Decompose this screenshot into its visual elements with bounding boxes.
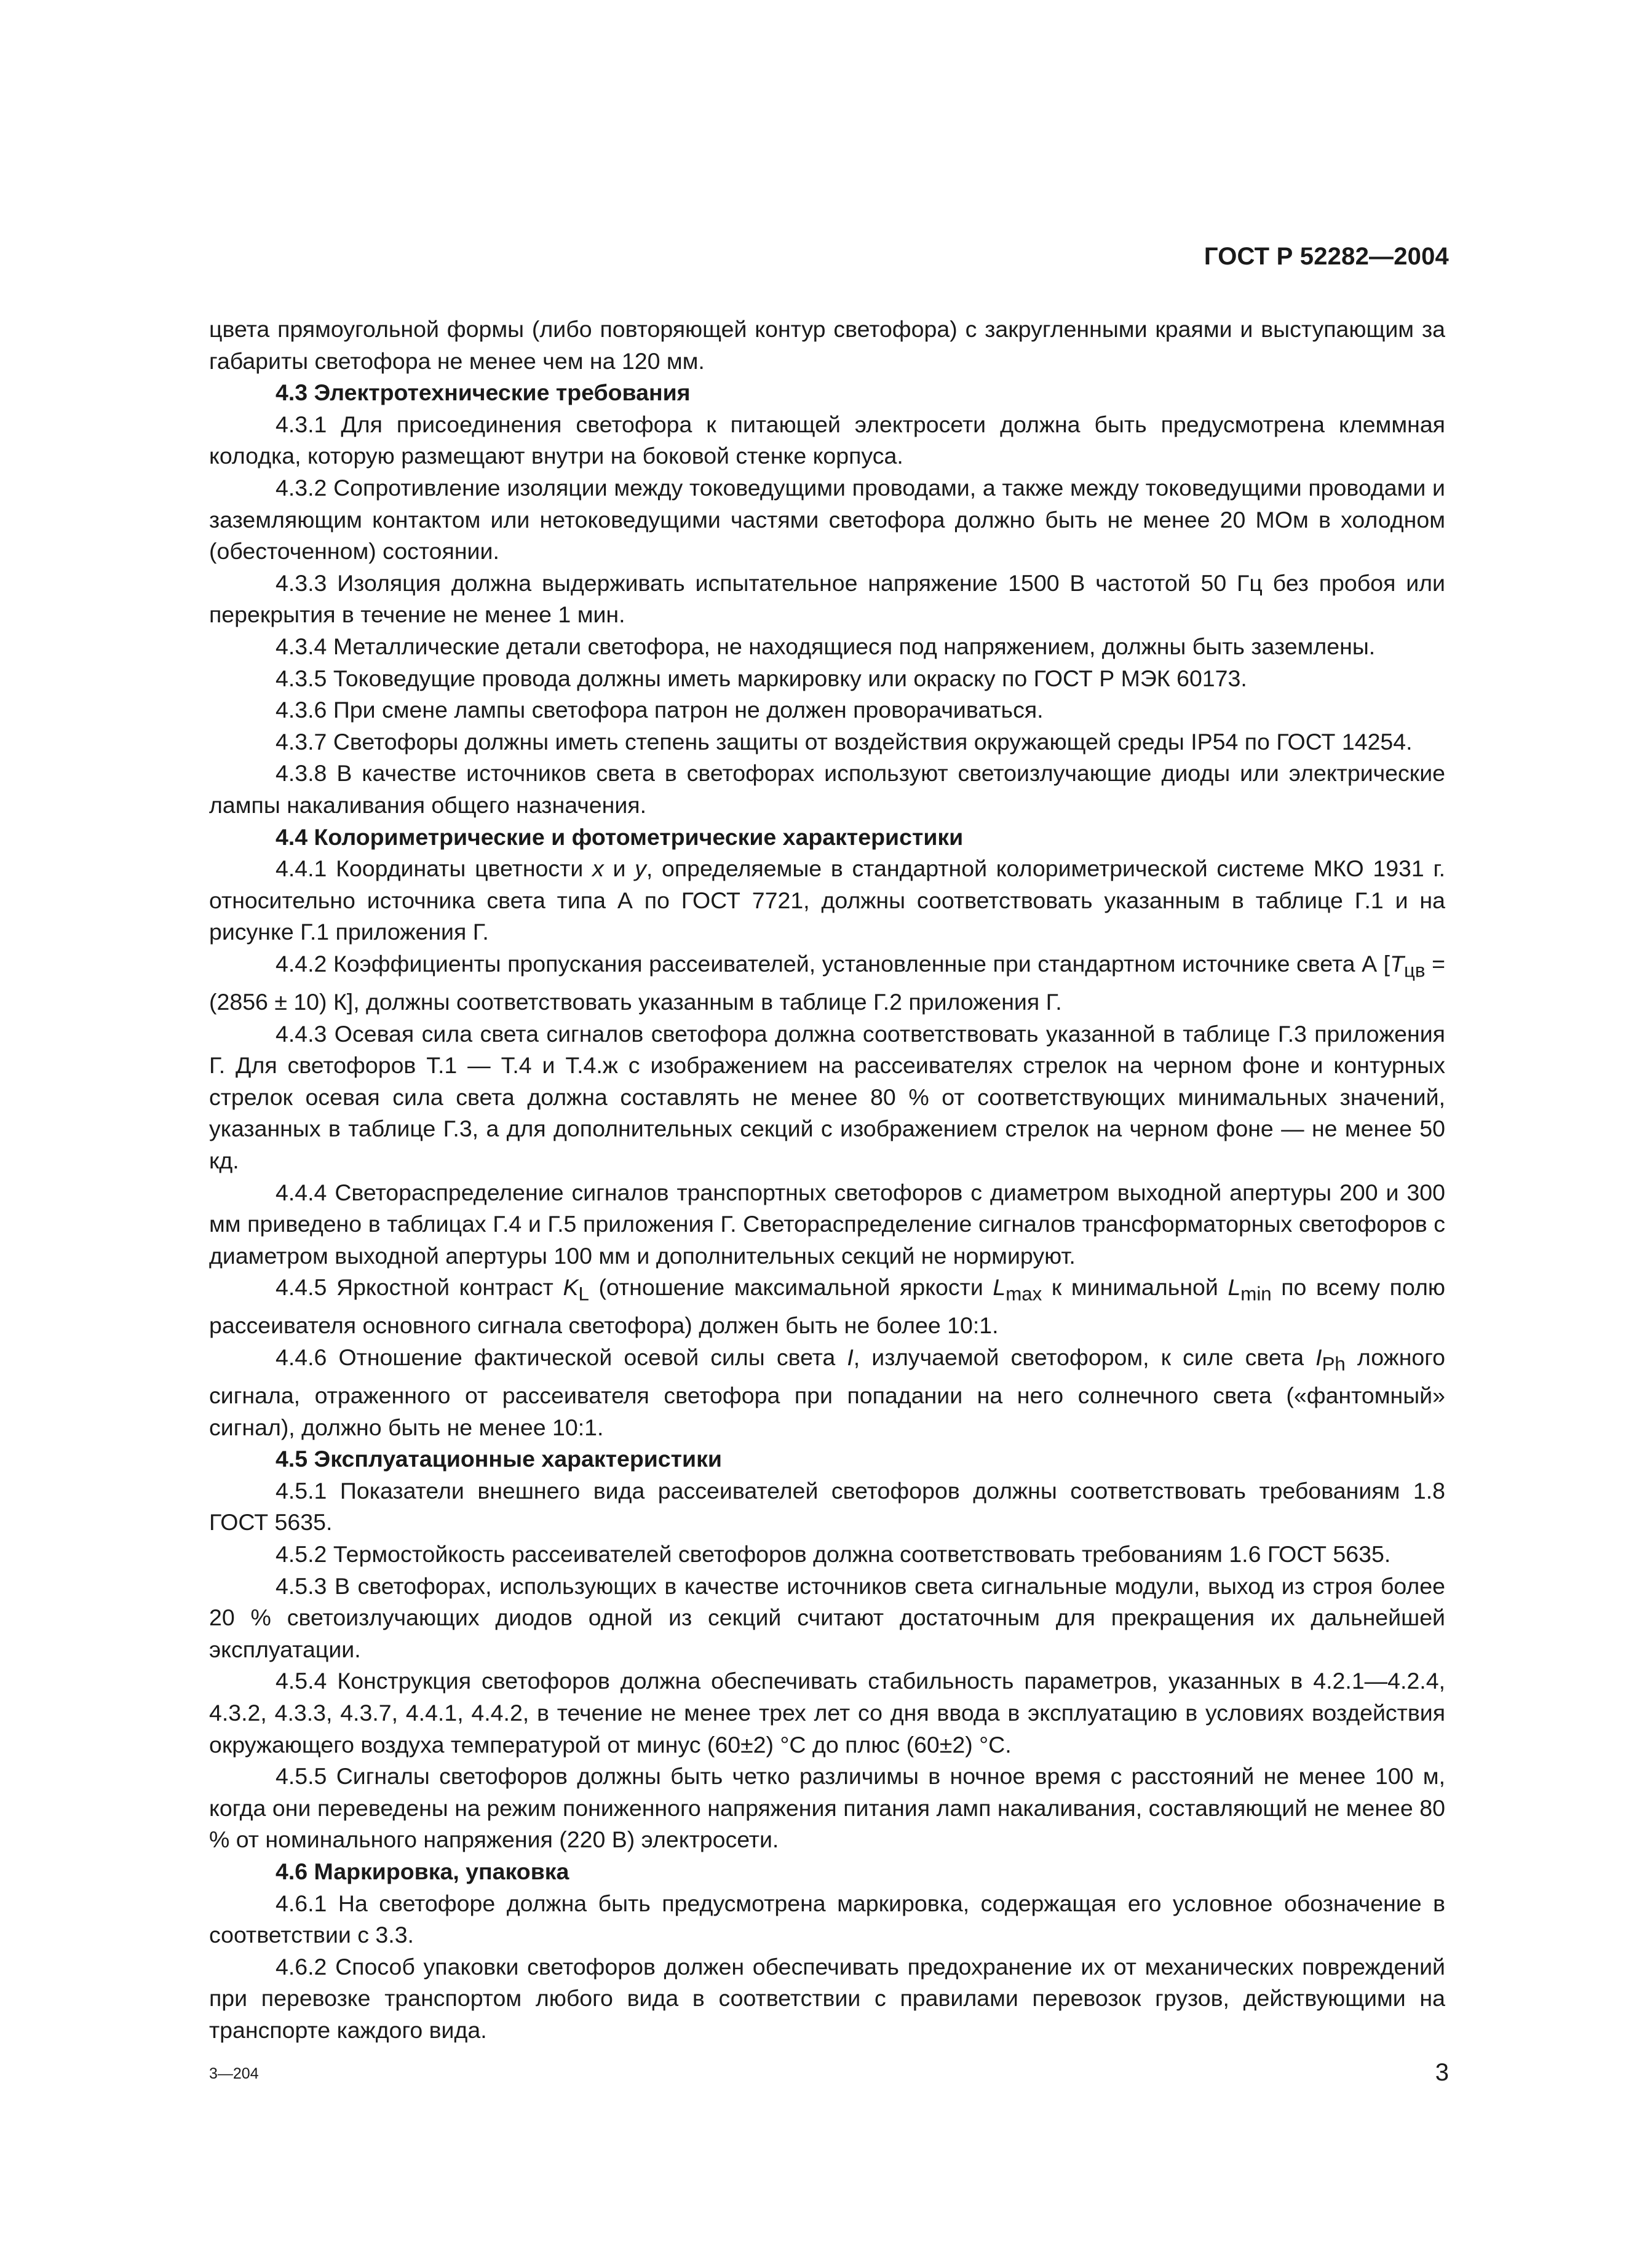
text-run: к минимальной [1042, 1274, 1228, 1301]
paragraph-4-4-2 [209, 948, 1445, 1018]
text-run: по всему полю рассеивателя основного сигнала светофора) должен быть не более 10:1. [209, 1274, 1445, 1339]
paragraph-4-4-4: 4.4.4 Светораспределение сигналов транспортных светофоров с диаметром выходной апертуры 200 и 300 мм приведено в таблицах Г.4 и Г.5 приложения Г. Светораспределение сигналов трансформаторных светофоров с диаметром выходной апертуры 100 мм и дополнительных секций не нормируют. [209, 1179, 1445, 1269]
symbol-l-min: L [1228, 1274, 1241, 1301]
section-heading-4-4: 4.4 Колориметрические и фотометрические характеристики [276, 823, 964, 850]
paragraph-4-4-5 [209, 1272, 1445, 1342]
text-run: , излучаемой светофором, к силе света [853, 1344, 1316, 1370]
paragraph-4-3-7: 4.3.7 Светофоры должны иметь степень защиты от воздействия окружающей среды IP54 по ГОСТ 14254. [276, 728, 1413, 755]
text-run: 4.4.5 Яркостной контраст [276, 1274, 563, 1301]
symbol-l-max: L [993, 1274, 1006, 1301]
page-number: 3 [1435, 2059, 1449, 2086]
subscript: max [1005, 1283, 1042, 1305]
paragraph-4-5-3: 4.5.3 В светофорах, использующих в качестве источников света сигнальные модули, выход из строя более 20 % светоизлучающих диодов одной из секций считают достаточным для прекращения их дальнейшей эксплуатации. [209, 1572, 1445, 1662]
paragraph-4-3-3: 4.3.3 Изоляция должна выдерживать испытательное напряжение 1500 В частотой 50 Гц без пробоя или перекрытия в течение не менее 1 мин. [209, 569, 1445, 628]
paragraph-4-5-1: 4.5.1 Показатели внешнего вида рассеивателей светофоров должны соответствовать требованиям 1.8 ГОСТ 5635. [209, 1477, 1445, 1536]
text-run: = (2856 ± 10) К], должны соответствовать указанным в таблице Г.2 приложения Г. [209, 950, 1445, 1015]
subscript: L [578, 1283, 589, 1305]
paragraph-4-3-1: 4.3.1 Для присоединения светофора к питающей электросети должна быть предусмотрена клеммная колодка, которую размещают внутри на боковой стенке корпуса. [209, 411, 1445, 469]
symbol-k: K [563, 1274, 579, 1301]
text-run: и [603, 855, 635, 882]
standard-number: ГОСТ Р 52282—2004 [1204, 243, 1449, 270]
text-run: 4.4.1 Координаты цветности [276, 855, 592, 882]
section-heading-4-3: 4.3 Электротехнические требования [276, 379, 691, 406]
text-run: , определяемые в стандартной колориметрической системе МКО 1931 г. относительно источника света типа А по ГОСТ 7721, должны соответствовать указанным в таблице Г.1 и на рисунке Г.1 приложения Г. [209, 855, 1445, 945]
paragraph-4-6-1: 4.6.1 На светофоре должна быть предусмотрена маркировка, содержащая его условное обозначение в соответствии с 3.3. [209, 1890, 1445, 1948]
paragraph-4-4-3: 4.4.3 Осевая сила света сигналов светофора должна соответствовать указанной в таблице Г.3 приложения Г. Для светофоров Т.1 — Т.4 и Т.4.ж с изображением на рассеивателях стрелок на черном фоне и контурных стрелок осевая сила света должна составлять не менее 80 % от соответствующих минимальных значений, указанных в таблице Г.3, а для дополнительных секций с изображением стрелок на черном фоне — не менее 50 кд. [209, 1020, 1445, 1173]
paragraph-4-4-6 [209, 1342, 1445, 1443]
document-body [209, 314, 1445, 2047]
paragraph-4-3-2: 4.3.2 Сопротивление изоляции между токоведущими проводами, а также между токоведущими проводами и заземляющим контактом или нетоковедущими частями светофора должно быть не менее 20 МОм в холодном (обесточенном) состоянии. [209, 474, 1445, 565]
section-heading-4-5: 4.5 Эксплуатационные характеристики [276, 1446, 722, 1472]
text-run: 4.4.2 Коэффициенты пропускания рассеивателей, установленные при стандартном источнике света А [ [276, 950, 1390, 977]
symbol-t: T [1390, 950, 1405, 977]
paragraph-4-3-8: 4.3.8 В качестве источников света в светофорах используют светоизлучающие диоды или электрические лампы накаливания общего назначения. [209, 760, 1445, 818]
symbol-y: y [635, 855, 646, 882]
subscript: min [1240, 1283, 1272, 1305]
subscript: цв [1404, 959, 1426, 981]
symbol-x: x [592, 855, 604, 882]
text-run: (отношение максимальной яркости [589, 1274, 993, 1301]
paragraph-4-5-2: 4.5.2 Термостойкость рассеивателей светофоров должна соответствовать требованиям 1.6 ГОСТ 5635. [276, 1541, 1391, 1568]
section-heading-4-6: 4.6 Маркировка, упаковка [276, 1858, 569, 1884]
sheet-code: 3—204 [209, 2065, 259, 2082]
subscript: Ph [1322, 1353, 1346, 1375]
text-run: ложного сигнала, отраженного от рассеивателя светофора при попадании на него солнечного света («фантомный» сигнал), должно быть не менее 10:1. [209, 1344, 1445, 1440]
symbol-i-ph: I [1315, 1344, 1322, 1370]
text-run: 4.4.6 Отношение фактической осевой силы света [276, 1344, 847, 1370]
paragraph-4-3-5: 4.3.5 Токоведущие провода должны иметь маркировку или окраску по ГОСТ Р МЭК 60173. [276, 665, 1247, 691]
paragraph-intro: цвета прямоугольной формы (либо повторяющей контур светофора) с закругленными краями и выступающим за габариты светофора не менее чем на 120 мм. [209, 316, 1445, 374]
paragraph-4-5-4: 4.5.4 Конструкция светофоров должна обеспечивать стабильность параметров, указанных в 4.2.1—4.2.4, 4.3.2, 4.3.3, 4.3.7, 4.4.1, 4.4.2, в течение не менее трех лет со дня ввода в эксплуатацию в условиях воздействия окружающего воздуха температурой от минус (60±2) °С до плюс (60±2) °С. [209, 1668, 1445, 1758]
symbol-i: I [847, 1344, 854, 1370]
paragraph-4-6-2: 4.6.2 Способ упаковки светофоров должен обеспечивать предохранение их от механических повреждений при перевозке транспортом любого вида в соответствии с правилами перевозок грузов, действующими на транспорте каждого вида. [209, 1953, 1445, 2043]
paragraph-4-3-6: 4.3.6 При смене лампы светофора патрон не должен проворачиваться. [276, 697, 1044, 723]
paragraph-4-4-1 [209, 853, 1445, 948]
paragraph-4-3-4: 4.3.4 Металлические детали светофора, не находящиеся под напряжением, должны быть заземлены. [276, 633, 1376, 659]
paragraph-4-5-5: 4.5.5 Сигналы светофоров должны быть четко различимы в ночное время с расстояний не менее 100 м, когда они переведены на режим пониженного напряжения питания ламп накаливания, составляющий не менее 80 % от номинального напряжения (220 В) электросети. [209, 1763, 1445, 1853]
